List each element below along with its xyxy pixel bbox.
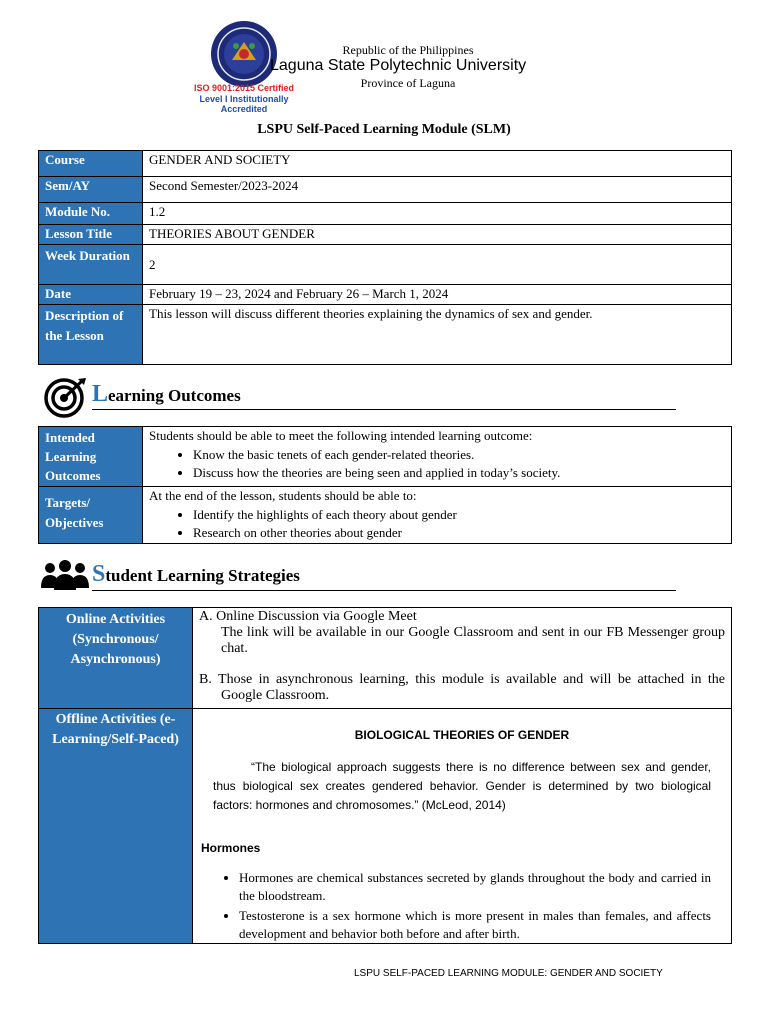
republic-line: Republic of the Philippines [342, 43, 474, 57]
module-title: LSPU Self-Paced Learning Module (SLM) [257, 122, 511, 137]
sem-label: Sem/AY [39, 177, 143, 203]
online-item-a-detail: The link will be available in our Google Classroom and sent in our FB Messenger group chat. [221, 625, 725, 656]
target-item: • Research on other theories about gender [193, 524, 725, 542]
target-icon [44, 376, 88, 423]
week-duration-label: Week Duration [39, 245, 143, 285]
target-item: • Identify the highlights of each theory about gender [193, 506, 725, 524]
heading-rule [92, 409, 676, 410]
strategies-heading [92, 561, 300, 588]
hormone-item: • Testosterone is a sex hormone which is more present in males than females, and affects development and behavior both before and after birth. [239, 907, 711, 943]
course-info-table [38, 150, 732, 365]
course-value: GENDER AND SOCIETY [143, 151, 732, 177]
date-value: February 19 – 23, 2024 and February 26 – March 1, 2024 [143, 285, 732, 305]
iso-certification: ISO 9001:2015 Certified [193, 83, 295, 93]
strategies-initial: S [92, 561, 106, 587]
learning-outcomes-heading [92, 381, 241, 408]
online-item-a: A. Online Discussion via Google Meet [199, 609, 417, 624]
intended-item: • Discuss how the theories are being seen and applied in today’s society. [193, 464, 725, 482]
hormone-list [213, 869, 711, 943]
intended-intro: Students should be able to meet the following intended learning outcome: [149, 428, 533, 443]
biological-theories-title: BIOLOGICAL THEORIES OF GENDER [354, 728, 570, 742]
hormone-item: • Hormones are chemical substances secreted by glands throughout the body and carried in the bloodstream. [239, 869, 711, 905]
lesson-title-label: Lesson Title [39, 225, 143, 245]
strategies-table [38, 607, 732, 944]
intended-outcomes-label: Intended Learning Outcomes [39, 427, 143, 487]
online-item-b: B. Those in asynchronous learning, this module is available and will be attached in the Google Classroom. [199, 672, 725, 703]
sem-value: Second Semester/2023-2024 [143, 177, 732, 203]
description-value: This lesson will discuss different theories explaining the dynamics of sex and gender. [143, 305, 732, 365]
offline-activities-label: Offline Activities (e-Learning/Self-Paced) [39, 709, 193, 944]
province-line: Province of Laguna [360, 76, 456, 90]
group-people-icon [40, 560, 90, 597]
date-label: Date [39, 285, 143, 305]
accreditation-line-1: Level I Institutionally [199, 94, 289, 104]
intended-list [149, 446, 725, 482]
learning-outcomes-initial: L [92, 381, 109, 407]
learning-outcomes-heading-text: earning Outcomes [108, 386, 241, 405]
targets-label: Targets/ Objectives [39, 487, 143, 544]
strategies-heading-text: tudent Learning Strategies [105, 566, 300, 585]
module-no-label: Module No. [39, 203, 143, 225]
module-no-value: 1.2 [143, 203, 732, 225]
course-label: Course [39, 151, 143, 177]
targets-intro: At the end of the lesson, students should be able to: [149, 488, 417, 503]
accreditation-line-2: Accredited [220, 104, 268, 114]
targets-list [149, 506, 725, 542]
biological-quote: “The biological approach suggests there is no difference between sex and gender, thus biological sex creates gendered behavior. Gender is determined by two biological factors: hormones and chromosomes.” (McLeod, 2014) [213, 760, 711, 812]
hormones-heading: Hormones [201, 841, 261, 855]
university-name: Laguna State Polytechnic University [270, 57, 527, 74]
lesson-title-value: THEORIES ABOUT GENDER [143, 225, 732, 245]
page-footer: LSPU SELF-PACED LEARNING MODULE: GENDER AND SOCIETY [354, 968, 663, 979]
description-label: Description of the Lesson [39, 305, 143, 365]
heading-rule [92, 590, 676, 591]
week-duration-value: 2 [143, 245, 732, 285]
intended-item: • Know the basic tenets of each gender-related theories. [193, 446, 725, 464]
online-activities-label: Online Activities (Synchronous/ Asynchronous) [39, 608, 193, 709]
learning-outcomes-table [38, 426, 732, 544]
